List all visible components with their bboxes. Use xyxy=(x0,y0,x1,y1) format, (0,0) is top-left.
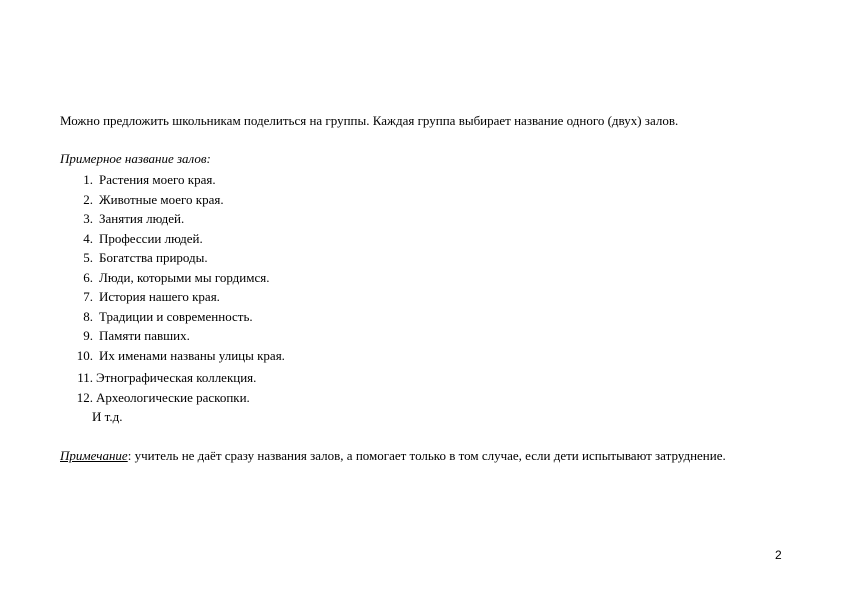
list-item-text: История нашего края. xyxy=(99,289,220,304)
list-item-number: 12. xyxy=(76,389,93,405)
hall-names-list xyxy=(60,170,285,407)
list-item-number: 4. xyxy=(83,230,93,246)
list-item-text: Этнографическая коллекция. xyxy=(96,370,257,385)
list-item-text: Археологические раскопки. xyxy=(96,389,250,405)
intro-paragraph: Можно предложить школьникам поделиться на группы. Каждая группа выбирает название одного (двух) залов. xyxy=(60,113,679,128)
list-item xyxy=(60,368,285,388)
list-item-text: Растения моего края. xyxy=(99,172,216,187)
list-title: Примерное название залов: xyxy=(60,151,211,166)
list-item xyxy=(60,209,285,229)
note-label: Примечание xyxy=(60,448,128,463)
list-item xyxy=(60,388,285,408)
page-number: 2 xyxy=(775,548,782,562)
list-item xyxy=(60,229,285,249)
list-item-number: 7. xyxy=(83,289,93,304)
list-item xyxy=(60,190,285,210)
list-item-text: Профессии людей. xyxy=(99,230,203,246)
list-item-text: Занятия людей. xyxy=(99,211,185,226)
list-item-text: Животные моего края. xyxy=(99,191,224,207)
list-item xyxy=(60,326,285,346)
list-item-text: Традиции и современность. xyxy=(99,308,253,324)
list-item-text: Памяти павших. xyxy=(99,328,190,343)
list-item-text: Их именами названы улицы края. xyxy=(99,347,285,363)
note-text: : учитель не даёт сразу названия залов, а помогает только в том случае, если дети испытывают затруднение. xyxy=(127,448,726,463)
list-item-number: 2. xyxy=(83,191,93,207)
etc-text: И т.д. xyxy=(92,409,123,424)
list-item xyxy=(60,287,285,307)
list-item xyxy=(60,248,285,268)
list-item-text: Богатства природы. xyxy=(99,250,208,265)
list-item-number: 11. xyxy=(77,370,93,385)
list-item xyxy=(60,170,285,190)
list-item-text: Люди, которыми мы гордимся. xyxy=(99,269,270,285)
list-item xyxy=(60,346,285,366)
list-item-number: 8. xyxy=(83,308,93,324)
note-paragraph xyxy=(60,448,726,464)
list-item-number: 10. xyxy=(76,347,93,363)
list-item-number: 1. xyxy=(83,172,93,187)
list-item-number: 3. xyxy=(83,211,93,226)
list-item xyxy=(60,307,285,327)
list-item-number: 6. xyxy=(83,269,93,285)
list-item xyxy=(60,268,285,288)
list-item-number: 9. xyxy=(83,328,93,343)
list-item-number: 5. xyxy=(83,250,93,265)
